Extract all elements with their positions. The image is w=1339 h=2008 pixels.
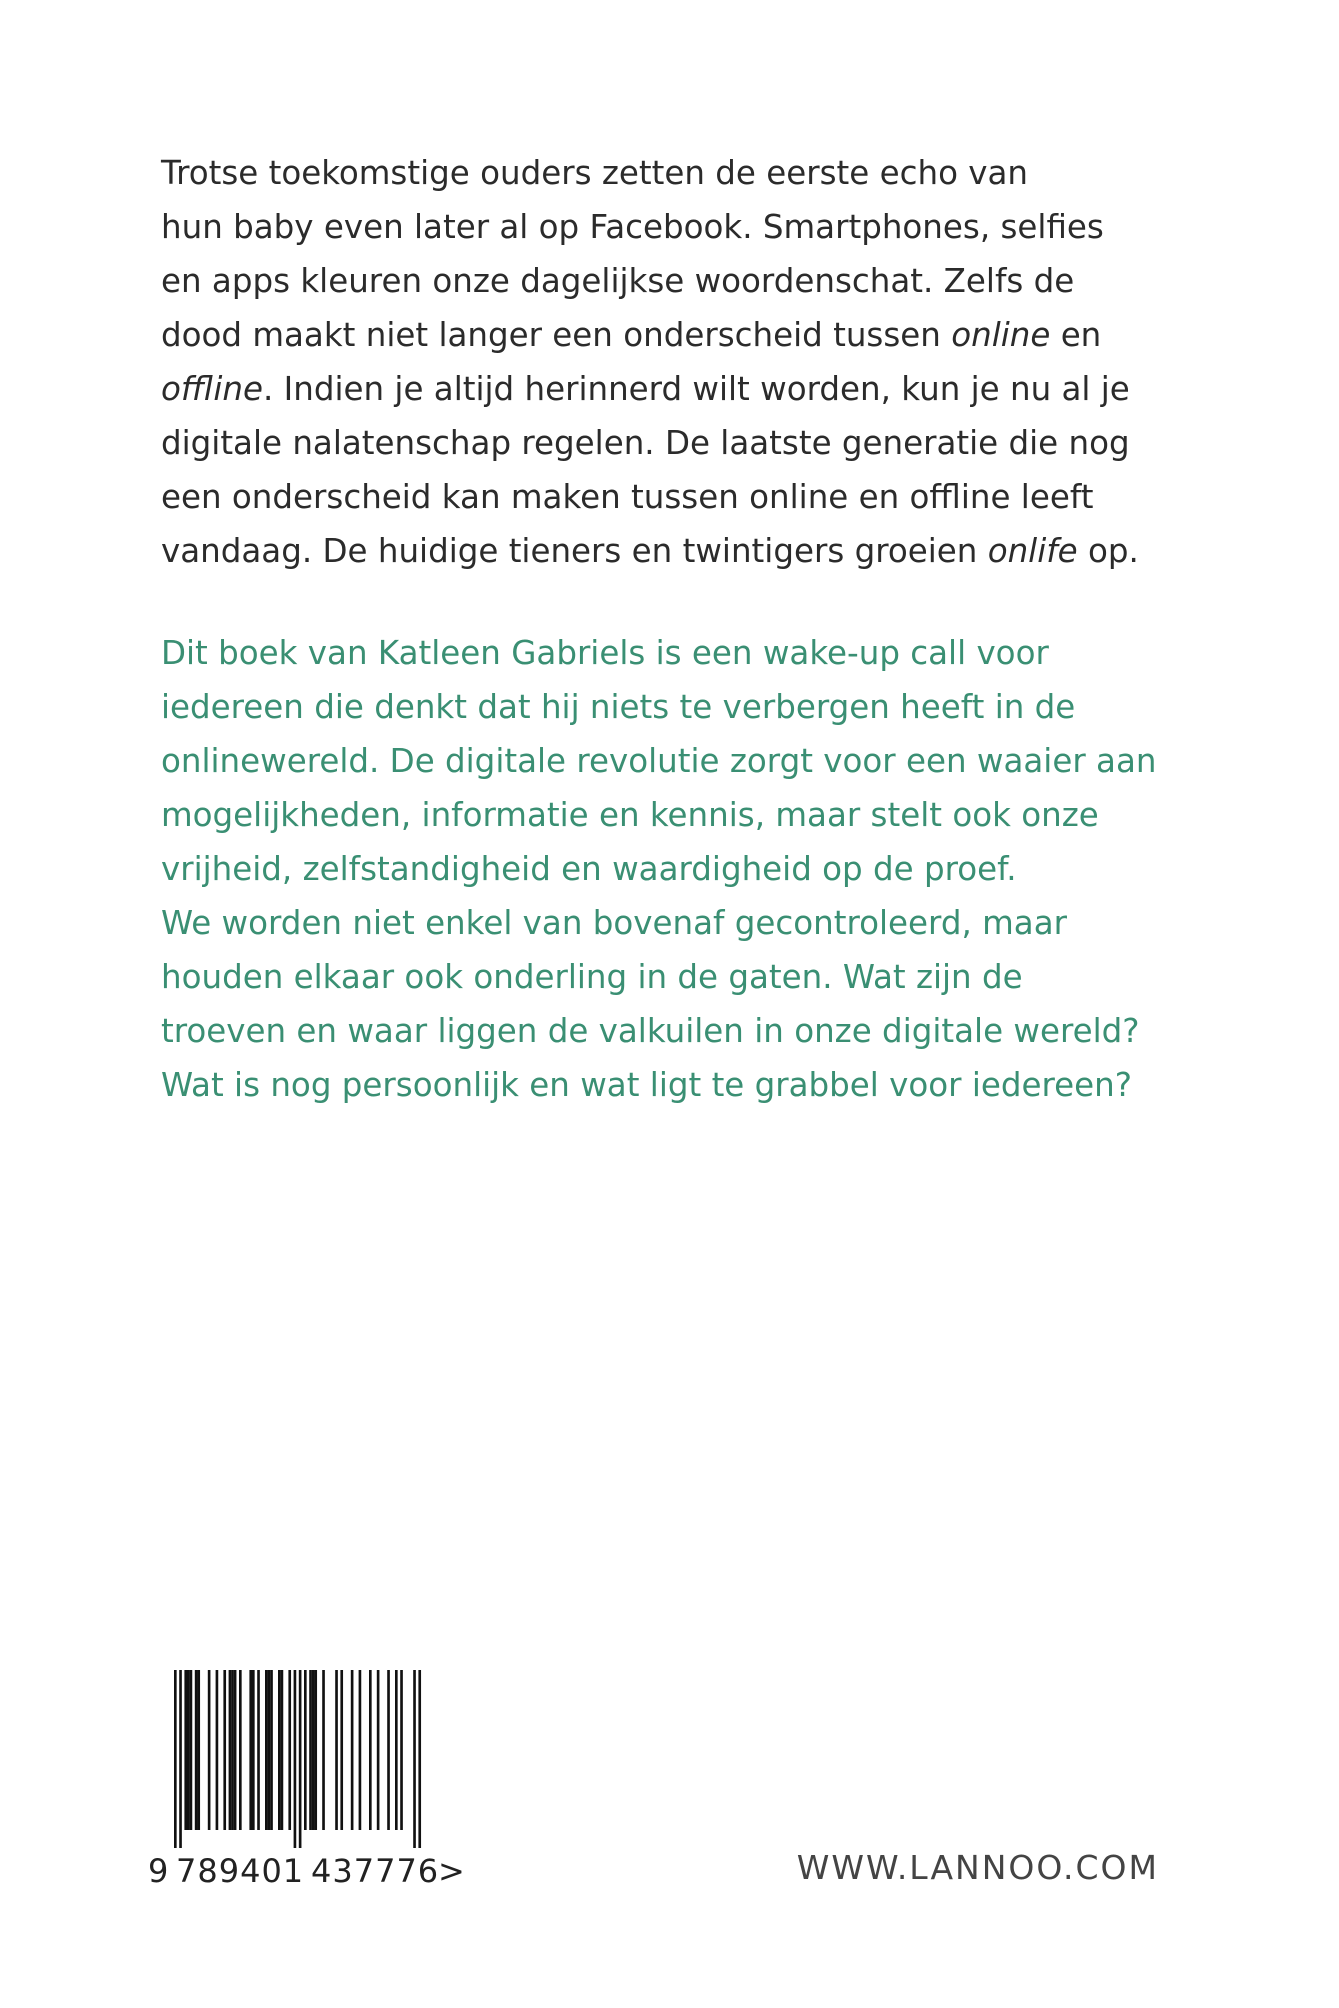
barcode-bar — [387, 1670, 390, 1830]
barcode-bar — [312, 1670, 315, 1830]
barcode-bar — [257, 1670, 260, 1830]
barcode-bar — [223, 1670, 226, 1830]
text-run: We worden niet enkel van bovenaf gecontroleerd, maar — [161, 904, 1067, 942]
text-line — [161, 200, 1281, 254]
barcode-bars — [174, 1670, 444, 1848]
barcode-bar — [239, 1670, 242, 1830]
barcode-bar — [190, 1670, 193, 1830]
text-line — [161, 524, 1281, 578]
text-line — [161, 1004, 1281, 1058]
text-line — [161, 896, 1281, 950]
barcode-bar — [184, 1670, 187, 1830]
barcode-bar — [252, 1670, 255, 1830]
barcode-bar — [265, 1670, 268, 1830]
text-line — [161, 842, 1281, 896]
isbn-barcode — [148, 1670, 478, 1900]
barcode-bar — [216, 1670, 219, 1830]
italic-text-run: online — [951, 316, 1051, 354]
text-run: iedereen die denkt dat hij niets te verbergen heeft in de — [161, 688, 1076, 726]
barcode-bar — [335, 1670, 338, 1830]
italic-text-run: offline — [161, 370, 263, 408]
text-line — [161, 950, 1281, 1004]
italic-text-run: onlife — [987, 532, 1078, 570]
intro-paragraph — [161, 146, 1281, 578]
barcode-bar — [309, 1670, 312, 1830]
text-line — [161, 146, 1281, 200]
barcode-bar — [278, 1670, 281, 1830]
barcode-bar — [187, 1670, 190, 1830]
barcode-bar — [268, 1670, 271, 1830]
text-run: Trotse toekomstige ouders zetten de eerste echo van — [161, 154, 1029, 192]
text-run: troeven en waar liggen de valkuilen in onze digitale wereld? — [161, 1012, 1140, 1050]
text-run: en — [1050, 316, 1102, 354]
text-run: op. — [1077, 532, 1139, 570]
barcode-bar — [195, 1670, 198, 1830]
barcode-bar — [249, 1670, 252, 1830]
text-line — [161, 416, 1281, 470]
text-line — [161, 626, 1281, 680]
barcode-bar — [288, 1670, 291, 1830]
barcode-bar — [174, 1670, 177, 1848]
barcode-bar — [281, 1670, 284, 1830]
text-line — [161, 680, 1281, 734]
barcode-bar — [400, 1670, 403, 1830]
text-line — [161, 1058, 1281, 1112]
barcode-right-digits: 437776 — [311, 1852, 440, 1890]
text-line — [161, 788, 1281, 842]
text-run: Dit boek van Katleen Gabriels is een wake-up call voor — [161, 634, 1049, 672]
barcode-bar — [197, 1670, 200, 1830]
barcode-bar — [179, 1670, 182, 1848]
barcode-bar — [208, 1670, 211, 1830]
barcode-first-digit: 9 — [148, 1852, 170, 1890]
blurb-paragraph — [161, 626, 1281, 1112]
text-run: hun baby even later al op Facebook. Smartphones, selfies — [161, 208, 1104, 246]
text-line — [161, 362, 1281, 416]
barcode-bar — [413, 1670, 416, 1848]
text-run: Wat is nog persoonlijk en wat ligt te grabbel voor iedereen? — [161, 1066, 1132, 1104]
barcode-bar — [294, 1670, 297, 1848]
barcode-bar — [314, 1670, 317, 1830]
text-run: mogelijkheden, informatie en kennis, maar stelt ook onze — [161, 796, 1099, 834]
barcode-bar — [229, 1670, 232, 1830]
barcode-bar — [351, 1670, 354, 1830]
barcode-bar — [234, 1670, 237, 1830]
publisher-website: WWW.LANNOO.COM — [796, 1848, 1159, 1887]
barcode-bar — [395, 1670, 398, 1830]
text-run: vrijheid, zelfstandigheid en waardigheid op de proef. — [161, 850, 1017, 888]
barcode-bar — [377, 1670, 380, 1830]
text-line — [161, 308, 1281, 362]
text-line — [161, 470, 1281, 524]
barcode-bar — [304, 1670, 307, 1830]
barcode-bar — [270, 1670, 273, 1830]
text-run: en apps kleuren onze dagelijkse woordenschat. Zelfs de — [161, 262, 1075, 300]
barcode-quiet-zone-marker: > — [438, 1852, 466, 1890]
barcode-bar — [340, 1670, 343, 1830]
text-line — [161, 734, 1281, 788]
barcode-bar — [418, 1670, 421, 1848]
barcode-left-digits: 789401 — [176, 1852, 305, 1890]
barcode-bar — [299, 1670, 302, 1848]
barcode-bar — [369, 1670, 372, 1830]
text-run: . Indien je altijd herinnerd wilt worden, kun je nu al je — [263, 370, 1130, 408]
text-line — [161, 254, 1281, 308]
text-run: onlinewereld. De digitale revolutie zorgt voor een waaier aan — [161, 742, 1157, 780]
text-run: houden elkaar ook onderling in de gaten. Wat zijn de — [161, 958, 1023, 996]
text-run: een onderscheid kan maken tussen online en offline leeft — [161, 478, 1094, 516]
text-run: digitale nalatenschap regelen. De laatste generatie die nog — [161, 424, 1130, 462]
text-run: vandaag. De huidige tieners en twintigers groeien — [161, 532, 988, 570]
barcode-bar — [359, 1670, 362, 1830]
text-run: dood maakt niet langer een onderscheid tussen — [161, 316, 952, 354]
barcode-bar — [322, 1670, 325, 1830]
barcode-bar — [231, 1670, 234, 1830]
